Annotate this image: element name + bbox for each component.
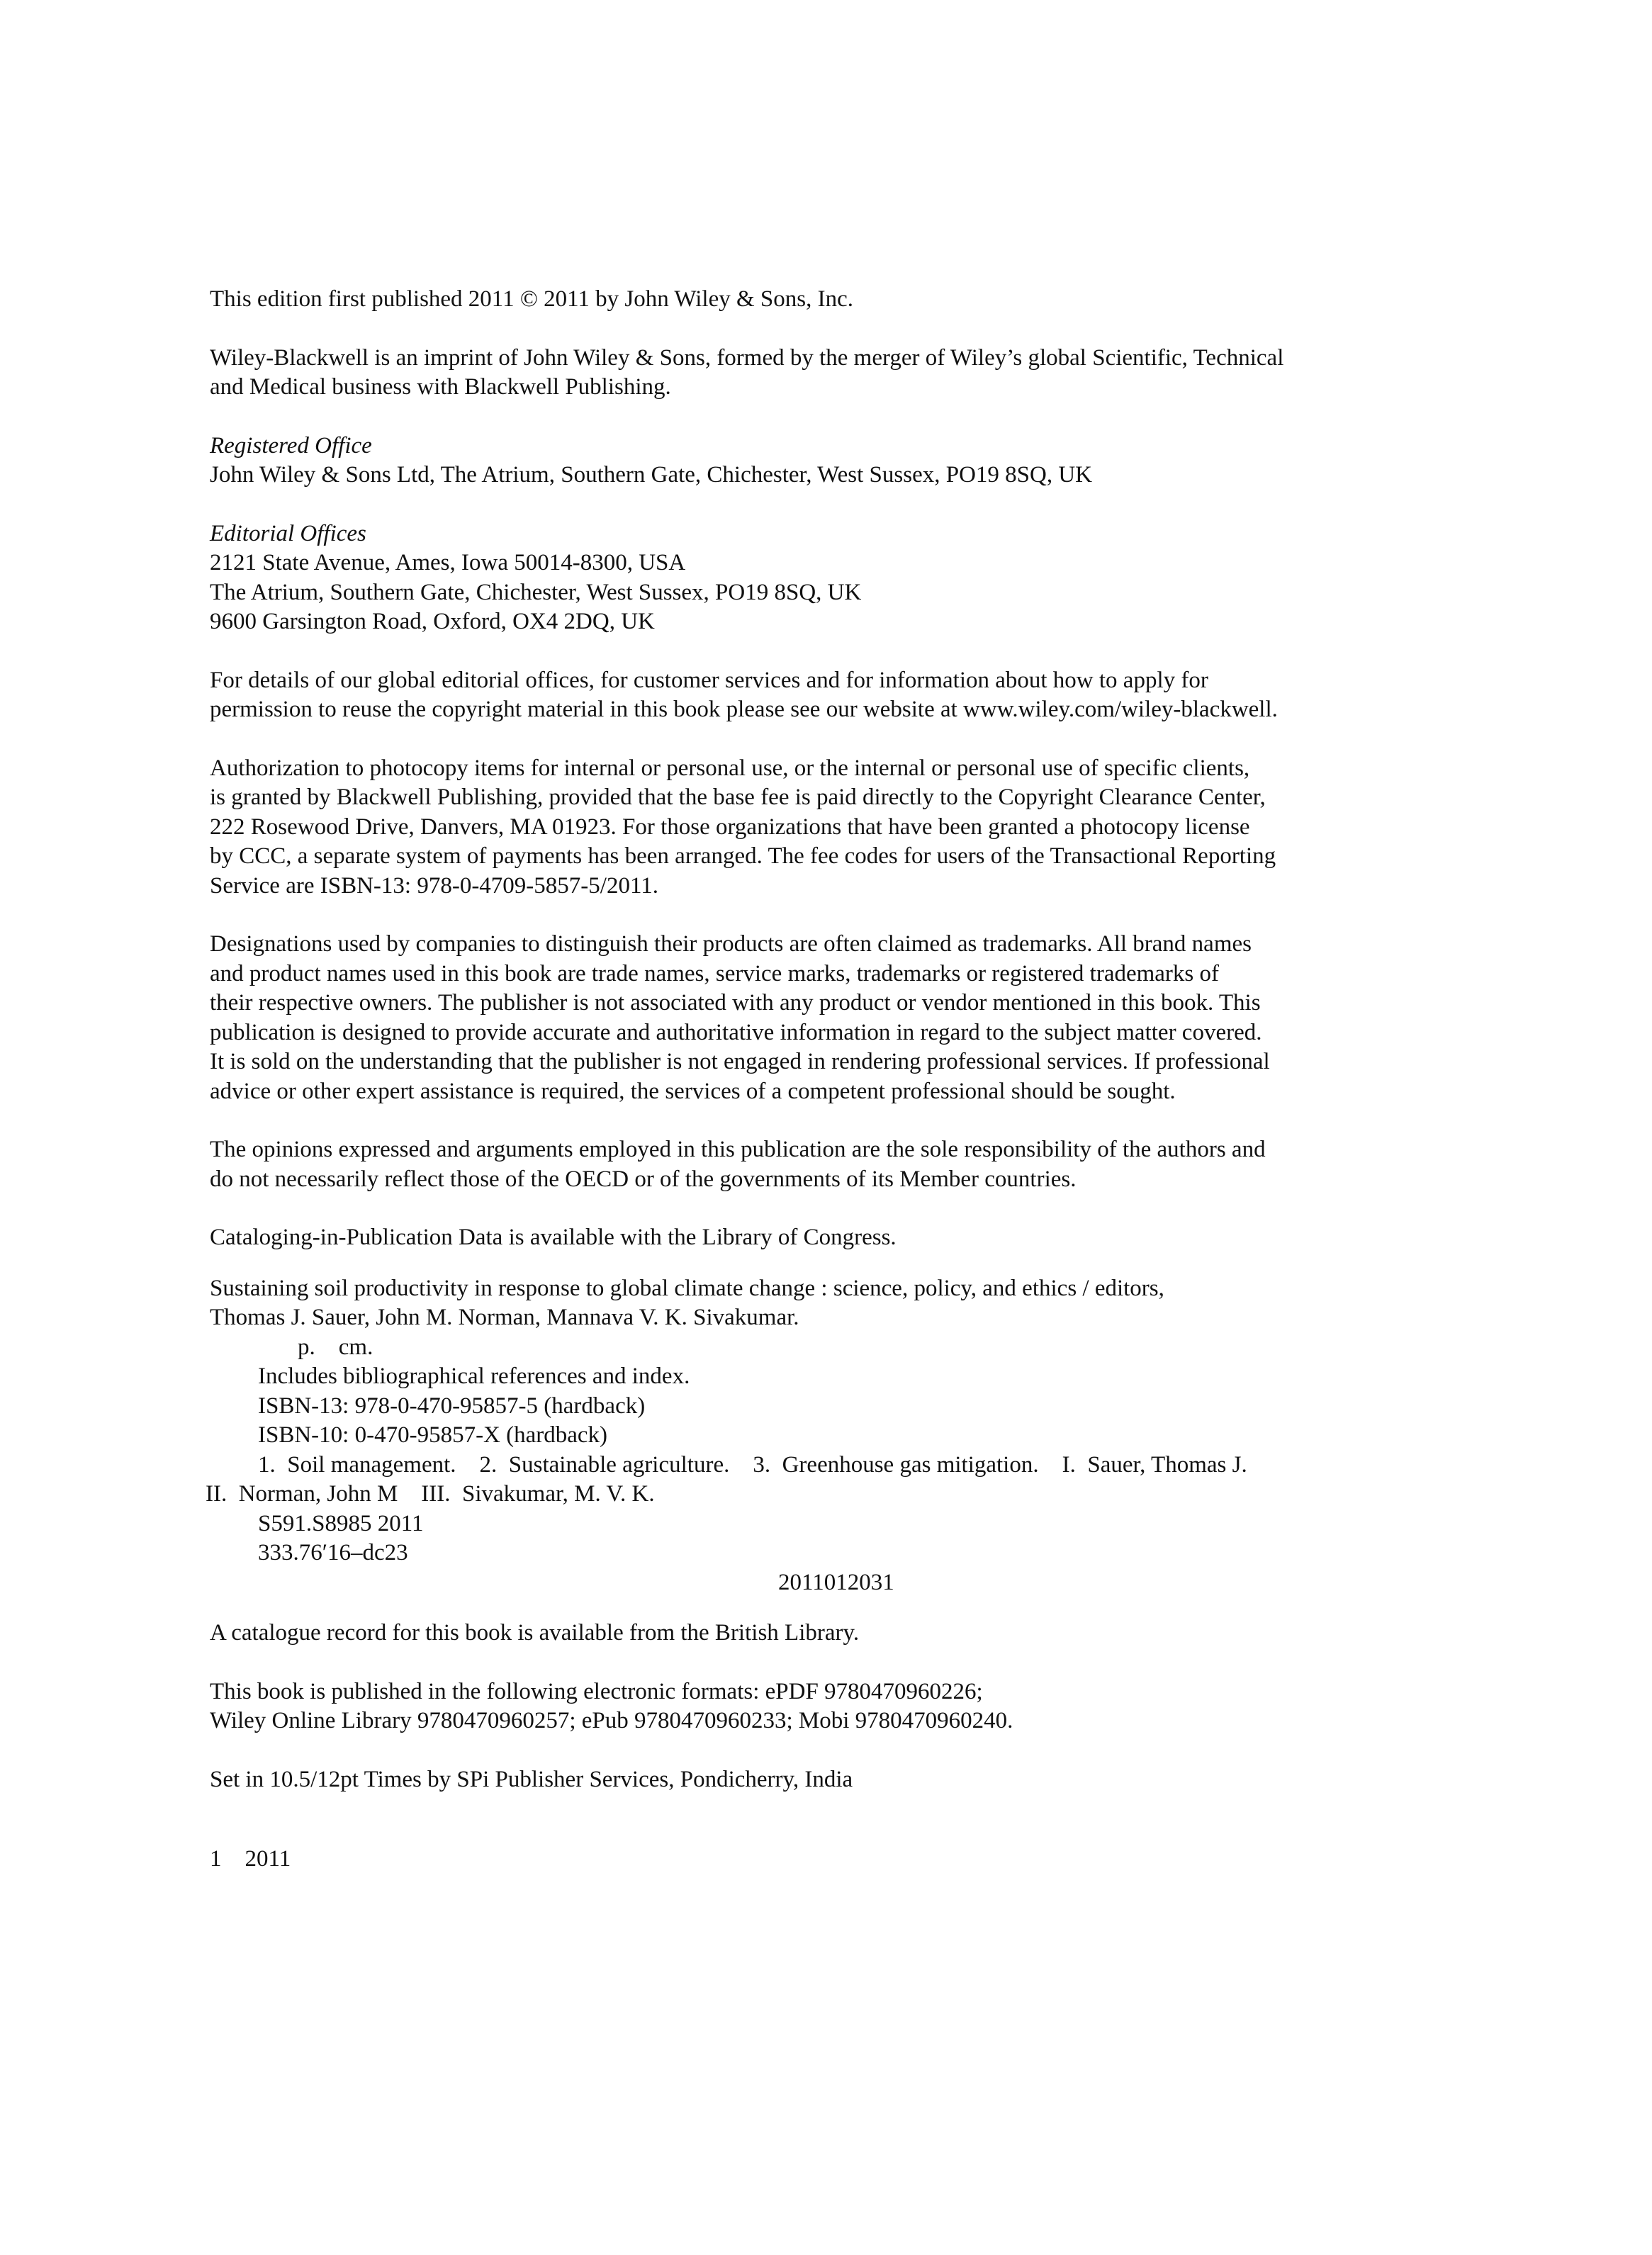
- designations-line-3: their respective owners. The publisher is not associated with any product or vendor mentioned in this book. This: [210, 990, 1261, 1016]
- cip-subjects-line-1: 1. Soil management. 2. Sustainable agriculture. 3. Greenhouse gas mitigation. I. Sauer, Thomas J.: [258, 1451, 1247, 1478]
- editorial-office-chichester: The Atrium, Southern Gate, Chichester, West Sussex, PO19 8SQ, UK: [210, 579, 862, 605]
- editorial-office-oxford: 9600 Garsington Road, Oxford, OX4 2DQ, UK: [210, 609, 655, 634]
- british-library-notice: [210, 1619, 1372, 1648]
- cip-includes: Includes bibliographical references and index.: [258, 1363, 690, 1389]
- cip-subjects-line-2: II. Norman, John M III. Sivakumar, M. V. K.: [206, 1481, 655, 1507]
- print-line-text: 1 2011: [210, 1846, 291, 1872]
- print-line: [210, 1845, 1372, 1874]
- details-line-2: permission to reuse the copyright material in this book please see our website at www.wiley.com/wiley-blackwell.: [210, 697, 1278, 722]
- cip-lccn: 2011012031: [778, 1569, 894, 1595]
- cip-isbn13: ISBN-13: 978-0-470-95857-5 (hardback): [258, 1393, 646, 1419]
- authorization-line-5: Service are ISBN-13: 978-0-4709-5857-5/2011.: [210, 872, 658, 899]
- authorization-line-3: 222 Rosewood Drive, Danvers, MA 01923. For those organizations that have been granted a photocopy license: [210, 814, 1250, 840]
- cip-isbn10: ISBN-10: 0-470-95857-X (hardback): [258, 1422, 608, 1448]
- copyright-text: This edition first published 2011 © 2011 by John Wiley & Sons, Inc.: [210, 286, 853, 312]
- cip-data-block: [206, 1274, 1372, 1598]
- page-content: [206, 285, 1372, 1874]
- cip-lc-class: S591.S8985 2011: [258, 1510, 424, 1536]
- designations-line-1: Designations used by companies to distinguish their products are often claimed as trademarks. All brand names: [210, 931, 1252, 957]
- imprint-line-1: Wiley-Blackwell is an imprint of John Wiley & Sons, formed by the merger of Wiley’s global Scientific, Technical: [210, 344, 1284, 371]
- cip-dewey: 333.76′16–dc23: [258, 1540, 408, 1565]
- authorization-line-1: Authorization to photocopy items for internal or personal use, or the internal or personal use of specific clients,: [210, 755, 1250, 781]
- registered-office-heading: Registered Office: [210, 432, 372, 459]
- cip-pages: p. cm.: [298, 1334, 373, 1360]
- opinions-line-1: The opinions expressed and arguments employed in this publication are the sole responsibility of the authors and: [210, 1137, 1266, 1162]
- designations-paragraph: [210, 930, 1372, 1106]
- designations-line-5: It is sold on the understanding that the publisher is not engaged in rendering professional services. If professional: [210, 1049, 1270, 1074]
- typeset-text: Set in 10.5/12pt Times by SPi Publisher Services, Pondicherry, India: [210, 1766, 853, 1792]
- imprint-paragraph: [210, 344, 1372, 403]
- authorization-paragraph: [210, 754, 1372, 901]
- details-line-1: For details of our global editorial offices, for customer services and for information about how to apply for: [210, 667, 1208, 693]
- editorial-offices-heading: Editorial Offices: [210, 520, 366, 546]
- cip-title-line-2: Thomas J. Sauer, John M. Norman, Mannava V. K. Sivakumar.: [210, 1305, 799, 1330]
- registered-office: [210, 432, 1372, 490]
- copyright-line: [210, 285, 1372, 315]
- cip-notice: [210, 1223, 1372, 1253]
- opinions-line-2: do not necessarily reflect those of the OECD or of the governments of its Member countries.: [210, 1166, 1077, 1192]
- electronic-formats-line-1: This book is published in the following electronic formats: ePDF 9780470960226;: [210, 1678, 983, 1704]
- registered-office-address: John Wiley & Sons Ltd, The Atrium, Southern Gate, Chichester, West Sussex, PO19 8SQ, UK: [210, 462, 1092, 488]
- cip-title-line-1: Sustaining soil productivity in response to global climate change : science, policy, and ethics / editors,: [210, 1275, 1164, 1301]
- details-paragraph: [210, 666, 1372, 725]
- imprint-line-2: and Medical business with Blackwell Publishing.: [210, 374, 671, 400]
- editorial-offices: [210, 519, 1372, 637]
- editorial-office-ames: 2121 State Avenue, Ames, Iowa 50014-8300, USA: [210, 550, 686, 575]
- designations-line-6: advice or other expert assistance is required, the services of a competent professional should be sought.: [210, 1078, 1176, 1104]
- electronic-formats-line-2: Wiley Online Library 9780470960257; ePub 9780470960233; Mobi 9780470960240.: [210, 1708, 1013, 1733]
- typeset-notice: [210, 1765, 1372, 1795]
- authorization-line-4: by CCC, a separate system of payments has been arranged. The fee codes for users of the Transactional Reporting: [210, 843, 1276, 869]
- british-library-text: A catalogue record for this book is available from the British Library.: [210, 1620, 860, 1646]
- cip-notice-text: Cataloging-in-Publication Data is available with the Library of Congress.: [210, 1225, 897, 1250]
- designations-line-2: and product names used in this book are trade names, service marks, trademarks or registered trademarks of: [210, 960, 1219, 986]
- designations-line-4: publication is designed to provide accurate and authoritative information in regard to the subject matter covered.: [210, 1019, 1262, 1045]
- opinions-paragraph: [210, 1135, 1372, 1194]
- authorization-line-2: is granted by Blackwell Publishing, provided that the base fee is paid directly to the Copyright Clearance Center,: [210, 785, 1266, 810]
- electronic-formats: [210, 1677, 1372, 1736]
